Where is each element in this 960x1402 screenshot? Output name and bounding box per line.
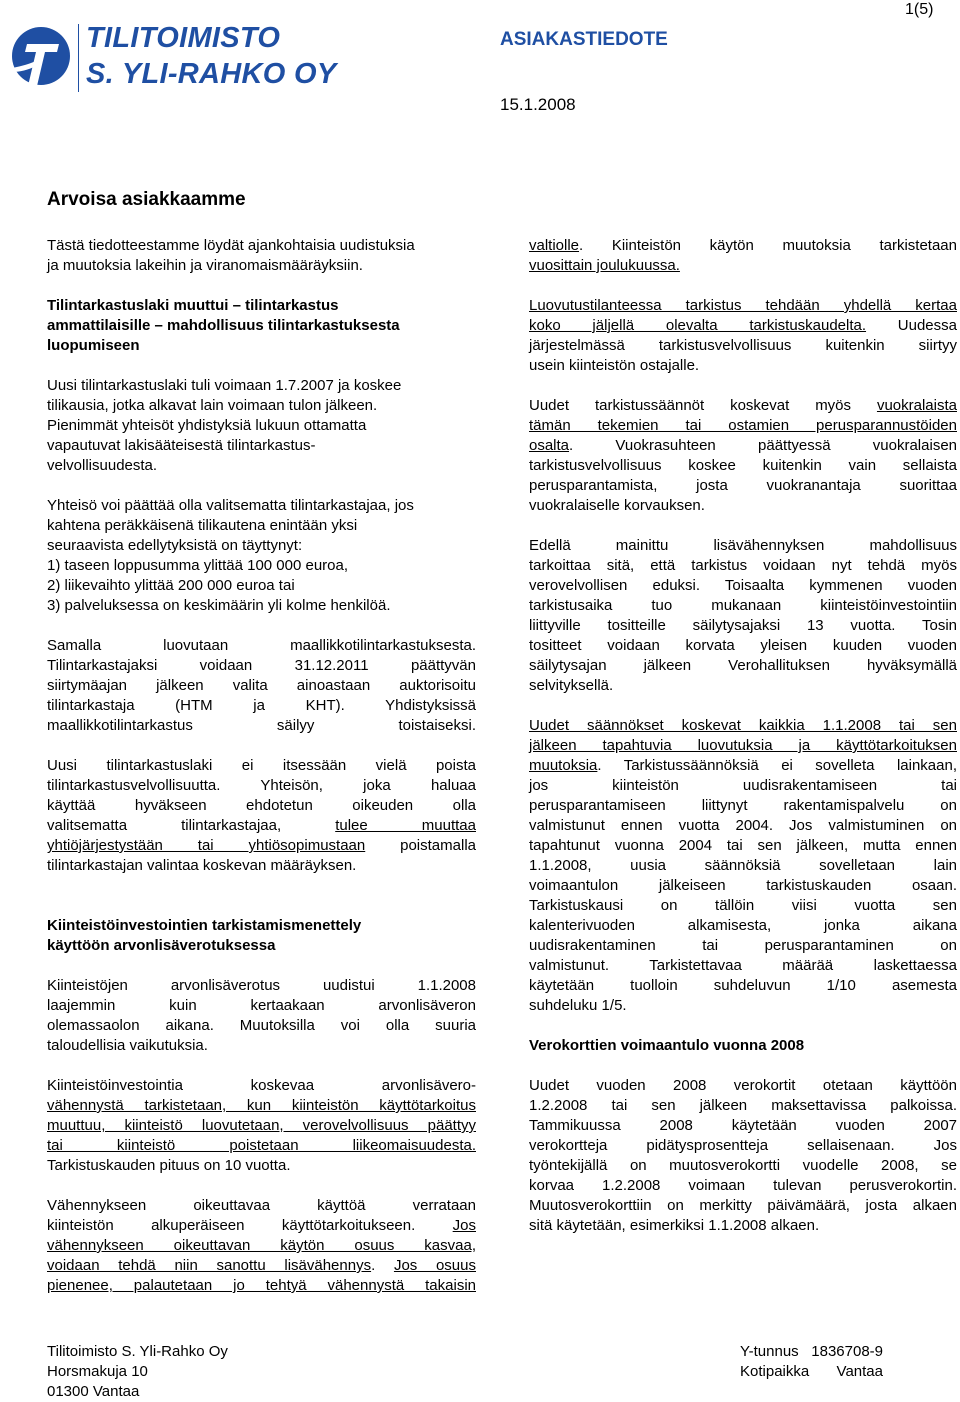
heading-tilintarkastuslaki: Tilintarkastuslaki muuttui – tilintarkastus ammattilaisille – mahdollisuus tilintarkastuksesta luopumiseen <box>47 297 400 354</box>
paragraph-new-provisions: Uudet säännökset koskevat kaikkia 1.1.2008 tai sen jälkeen tapahtuvia luovutuksia ja käyttötarkoituksen muutoksia. Tarkistussäännöksiä ei sovelleta lainkaan, jos kiinteistön uudisrakentamiseen tai perusparantamiseen liittynyt rakentamispalvelu on valmistunut ennen vuotta 2004. Jos valmistuminen on tapahtunut vuonna 2004 tai sen jälkeen, mutta ennen 1.1.2008, uusia säännöksiä sovelletaan lain voimaantulon jälkeiseen tarkistuskauden osaan. Tarkistuskausi on tällöin viisi vuotta sen kalenterivuoden alkamisesta, jonka aikana uudisrakentaminen tai perusparantaminen on valmistunut. Tarkistettavaa määrää laskettaessa käytetään tuolloin suhdeluvun 1/10 asemesta suhdeluku 1/5. <box>529 717 957 1014</box>
greeting-heading: Arvoisa asiakkaamme <box>47 189 246 210</box>
paragraph-retention-period: Edellä mainittu lisävähennyksen mahdollisuus tarkoittaa sitä, että tarkistus voidaan nyt tehdä myös verovelvollisen eduksi. Toisaalta kymmenen vuoden tarkistusaika tuo mukanaan kiinteistöinvestointiin liittyville tositteille säilytysajaksi 13 vuotta. Tosin tositteet voidaan korvata yleisen kuuden vuoden säilytysajan jälkeen Verohallituksen hyväksymällä selvityksellä. <box>529 537 957 694</box>
heading-verokortit: Verokorttien voimaantulo vuonna 2008 <box>529 1037 805 1054</box>
heading-kiinteistoinvestoinnit: Kiinteistöinvestointien tarkistamismenettely käyttöön arvonlisäverotuksessa <box>47 917 362 954</box>
right-column <box>529 236 957 1236</box>
paragraph-tenant-rules: Uudet tarkistussäännöt koskevat myös vuokralaista tämän tekemien tai ostamien perusparannustöiden osalta. Vuokrasuhteen päättyessä vuokralaisen tarkistusvelvollisuus koskee kuitenkin vain sellaista perusparantamista, josta vuokranantaja suorittaa vuokralaiselle korvauksen. <box>529 397 957 514</box>
logo-divider <box>78 24 79 92</box>
page-number: 1(5) <box>905 1 934 18</box>
intro-paragraph: Tästä tiedotteestamme löydät ajankohtaisia uudistuksia ja muutoksia lakeihin ja viranomaismääräyksiin. <box>47 237 415 274</box>
paragraph-additional-deduction: Vähennykseen oikeuttavaa käyttöä verrataan kiinteistön alkuperäiseen käyttötarkoitukseen. Jos vähennykseen oikeuttavan käytön osuus kasvaa, voidaan tehdä niin sanottu lisävähennys. Jos osuus pienenee, palautetaan jo tehtyä vähennystä takaisin <box>47 1197 476 1294</box>
company-logo-icon <box>8 20 72 92</box>
footer-company-info <box>740 1342 883 1382</box>
paragraph-annual-review: valtiolle. Kiinteistön käytön muutoksia tarkistetaan vuosittain joulukuussa. <box>529 237 957 274</box>
footer-company: Tilitoimisto S. Yli-Rahko Oy <box>47 1343 228 1360</box>
paragraph-articles-change: Uusi tilintarkastuslaki ei itsessään vielä poista tilintarkastusvelvollisuutta. Yhteisön, joka haluaa käyttää hyväkseen ehdotetun oikeuden olla valitsematta tilintarkastajaa, tulee muuttaa yhtiöjärjestystään tai yhtiösopimustaan poistamalla tilintarkastajan valintaa koskevan määräyksen. <box>47 757 476 874</box>
paragraph-law-effective: Uusi tilintarkastuslaki tuli voimaan 1.7.2007 ja koskee tilikausia, jotka alkavat lain voimaan tulon jälkeen. Pienimmät yhteisöt yhdistyksiä lukuun ottamatta vapautuvat lakisääteisestä tilintarkastus- velvollisuudesta. <box>47 377 402 474</box>
paragraph-vat-reform: Kiinteistöjen arvonlisäverotus uudistui 1.1.2008 laajemmin kuin kertaakaan arvonlisäveron olemassaolon aikana. Muutoksilla voi olla suuria taloudellisia vaikutuksia. <box>47 977 476 1054</box>
paragraph-lay-auditors: Samalla luovutaan maallikkotilintarkastuksesta. Tilintarkastajaksi voidaan 31.12.2011 päättyvän siirtymäajan jälkeen valita ainoastaan auktorisoitu tilintarkastaja (HTM ja KHT). Yhdistyksissä maallikkotilintarkastus säilyy toistaiseksi. <box>47 637 476 734</box>
footer-street: Horsmakuja 10 <box>47 1363 148 1380</box>
footer-postal: 01300 Vantaa <box>47 1383 140 1400</box>
footer-business-id: Y-tunnus 1836708-9 <box>740 1343 883 1360</box>
document-type: ASIAKASTIEDOTE <box>500 29 668 50</box>
paragraph-tax-cards: Uudet vuoden 2008 verokortit otetaan käyttöön 1.2.2008 tai sen jälkeen maksettavissa palkoissa. Tammikuussa 2008 käytetään vuoden 2007 verokortteja pidätysprosentteja sellaisenaan. Jos työntekijällä on muutosverokortti vuodelle 2008, se korvaa 1.2.2008 voimaan tulevan perusverokortin. Muutosverokorttiin on merkitty päivämäärä, josta alkaen sitä käytetään, esimerkiksi 1.1.2008 alkaen. <box>529 1077 957 1234</box>
footer-address <box>47 1342 228 1402</box>
footer-domicile: Kotipaikka Vantaa <box>740 1363 883 1380</box>
company-name-line1: TILITOIMISTO <box>86 22 281 54</box>
paragraph-conditions: Yhteisö voi päättää olla valitsematta tilintarkastajaa, jos kahtena peräkkäisenä tilikautena enintään yksi seuraavista edellytyksistä on täyttynyt: 1) taseen loppusumma ylittää 100 000 euroa, 2) liikevaihto ylittää 200 000 euroa tai 3) palveluksessa on keskimäärin yli kolme henkilöä. <box>47 497 414 614</box>
left-column <box>47 236 476 1296</box>
company-name-line2: S. YLI-RAHKO OY <box>86 58 337 90</box>
document-date: 15.1.2008 <box>500 95 576 114</box>
paragraph-deduction-review: Kiinteistöinvestointia koskevaa arvonlisävero- vähennystä tarkistetaan, kun kiinteistön käyttötarkoitus muuttuu, kiinteistö luovutetaan, verovelvollisuus päättyy tai kiinteistö poistetaan liikeomaisuudesta. Tarkistuskauden pituus on 10 vuotta. <box>47 1077 476 1174</box>
paragraph-transfer-review: Luovutustilanteessa tarkistus tehdään yhdellä kertaa koko jäljellä olevalta tarkistuskaudelta. Uudessa järjestelmässä tarkistusvelvollisuus kuitenkin siirtyy usein kiinteistön ostajalle. <box>529 297 957 374</box>
